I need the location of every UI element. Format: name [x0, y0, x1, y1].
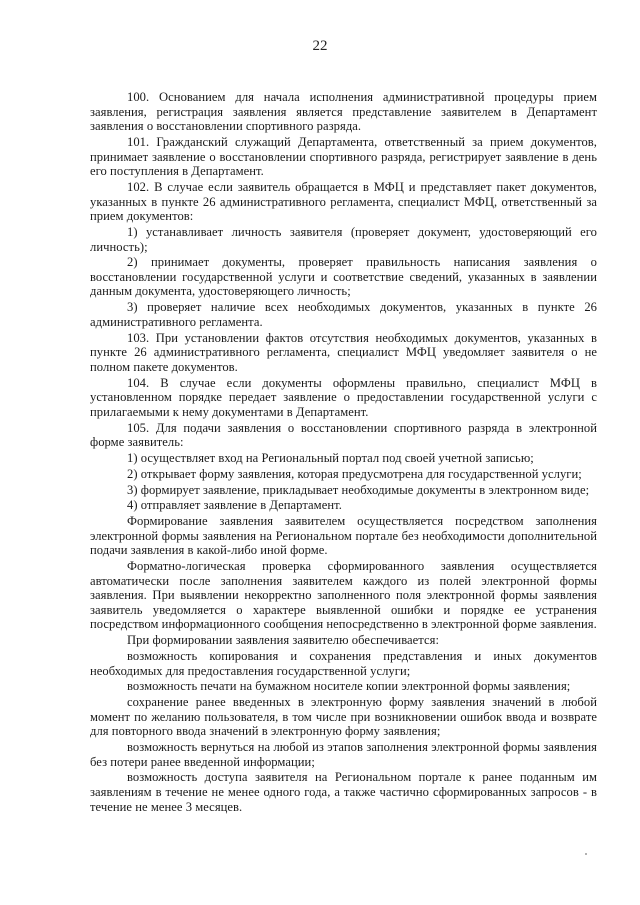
paragraph: 101. Гражданский служащий Департамента, ответственный за прием документов, принимает заявление о восстановлении спортивного разряда, регистрирует заявление в день его поступления в Департамент.	[90, 134, 597, 179]
page-number: 22	[312, 38, 328, 54]
scan-speck	[585, 853, 587, 855]
paragraph: 103. При установлении фактов отсутствия необходимых документов, указанных в пункте 26 административного регламента, специалист МФЦ уведомляет заявителя о не полном пакете документов.	[90, 330, 597, 374]
paragraph: сохранение ранее введенных в электронную форму заявления значений в любой момент по желанию пользователя, в том числе при возникновении ошибок ввода и возврате для повторного ввода значений в электронную форму заявления;	[90, 695, 597, 739]
paragraph: 3) формирует заявление, прикладывает необходимые документы в электронном виде;	[127, 482, 590, 497]
paragraph: возможность вернуться на любой из этапов заполнения электронной формы заявления без потери ранее введенной информации;	[90, 740, 597, 769]
document-body	[90, 90, 597, 815]
paragraph: 102. В случае если заявитель обращается в МФЦ и представляет пакет документов, указанных в пункте 26 административного регламента, специалист МФЦ, ответственный за прием документов:	[90, 179, 597, 224]
paragraph: 100. Основанием для начала исполнения административной процедуры прием заявления, регистрация заявления является представление заявителем в Департамент заявления о восстановлении спортивного разряда.	[90, 90, 597, 134]
paragraph: возможность печати на бумажном носителе копии электронной формы заявления;	[127, 679, 571, 694]
paragraph: Формирование заявления заявителем осуществляется посредством заполнения электронной формы заявления на Региональном портале без необходимости дополнительной подачи заявления в какой-либо иной форме.	[90, 514, 597, 558]
paragraph: При формировании заявления заявителю обеспечивается:	[127, 633, 439, 648]
paragraph: 4) отправляет заявление в Департамент.	[127, 498, 342, 513]
paragraph: 104. В случае если документы оформлены правильно, специалист МФЦ в установленном порядке передает заявление о предоставлении государственной услуги с прилагаемыми к нему документами в Департамент.	[90, 375, 597, 419]
paragraph: 2) принимает документы, проверяет правильность написания заявления о восстановлении государственной услуги и соответствие сведений, указанных в заявлении данным документа, удостоверяющего личность;	[90, 255, 597, 299]
paragraph: 1) устанавливает личность заявителя (проверяет документ, удостоверяющий его личность);	[90, 224, 597, 254]
paragraph: возможность копирования и сохранения представления и иных документов необходимых для предоставления государственной услуги;	[90, 648, 597, 678]
paragraph: возможность доступа заявителя на Региональном портале к ранее поданным им заявлениям в течение не менее одного года, а также частично сформированных запросов - в течение не менее 3 месяцев.	[90, 770, 597, 814]
paragraph: 105. Для подачи заявления о восстановлении спортивного разряда в электронной форме заявитель:	[90, 420, 597, 450]
paragraph: 1) осуществляет вход на Региональный портал под своей учетной записью;	[127, 450, 534, 465]
paragraph: 3) проверяет наличие всех необходимых документов, указанных в пункте 26 административного регламента.	[90, 300, 597, 329]
paragraph: 2) открывает форму заявления, которая предусмотрена для государственной услуги;	[127, 466, 582, 481]
paragraph: Форматно-логическая проверка сформированного заявления осуществляется автоматически после заполнения заявителем каждого из полей электронной формы заявления. При выявлении некорректно заполненного поля электронной формы заявления заявитель уведомляется о характере выявленной ошибки и порядке ее устранения посредством информационного сообщения непосредственно в электронной форме заявления.	[90, 559, 597, 632]
